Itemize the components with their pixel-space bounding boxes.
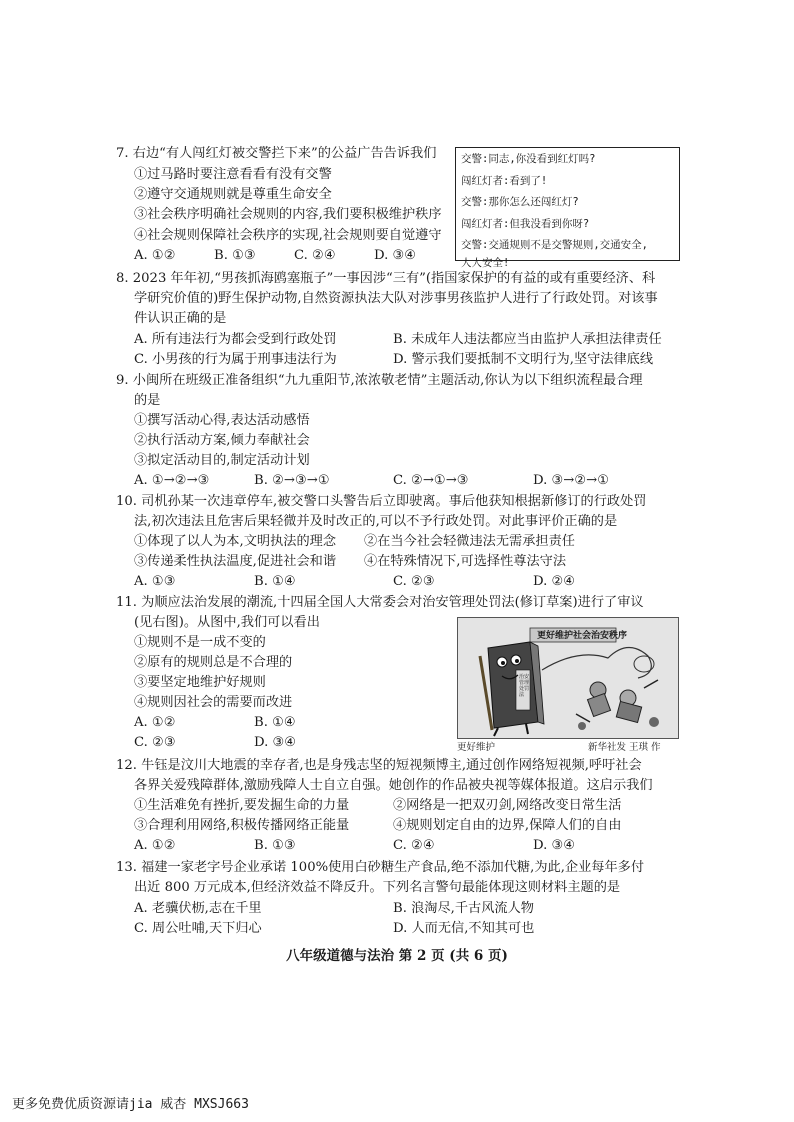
q8-option-c: C. 小男孩的行为属于刑事违法行为 [134,352,337,367]
q9-line-1: 9. 小闽所在班级正准备组织“九九重阳节,浓浓敬老情”主题活动,你认为以下组织流程最合理 [116,373,643,388]
q9-line-2: 的是 [134,393,161,408]
q10-statement-2: ②在当今社会轻微违法无需承担责任 [364,534,575,549]
q7-option-c: C. ②④ [294,248,336,263]
q9-statement-3: ③拟定活动目的,制定活动计划 [134,453,310,468]
q8-option-d: D. 警示我们要抵制不文明行为,坚守法律底线 [393,352,654,367]
q8-option-b: B. 未成年人违法都应当由监护人承担法律责任 [393,332,662,347]
q10-statement-4: ④在特殊情况下,可选择性尊法守法 [364,554,567,569]
q7-statement-2: ②遵守交通规则就是尊重生命安全 [134,187,332,202]
dialog-line-3: 交警:那你怎么还闯红灯? [461,196,579,208]
q8-line-3: 件认识正确的是 [134,311,227,326]
cartoon-caption-right: 新华社发 王琪 作 [588,742,661,753]
q12-option-a: A. ①② [134,838,176,853]
q7-option-b: B. ①③ [214,248,256,263]
q8-line-1: 8. 2023 年年初,“男孩抓海鸥塞瓶子”一事因涉“三有”(指国家保护的有益的或有重要经济、科 [116,271,656,286]
q10-statement-1: ①体现了以人为本,文明执法的理念 [134,534,337,549]
q12-option-c: C. ②④ [393,838,435,853]
q13-line-2: 出近 800 万元成本,但经济效益不降反升。下列名言警句最能体现这则材料主题的是 [134,880,621,895]
q7-stem: 7. 右边“有人闯红灯被交警拦下来”的公益广告告诉我们 [116,146,437,161]
q13-line-1: 13. 福建一家老字号企业承诺 100%使用白砂糖生产食品,绝不添加代糖,为此,企业每年多付 [116,860,645,875]
q11-statement-2: ②原有的规则总是不合理的 [134,655,293,670]
q9-option-c: C. ②→①→③ [393,473,469,488]
cartoon-book-label: 治安管理处罚法 [519,674,530,698]
cartoon-title: 更好维护社会治安秩序 [537,631,628,641]
dialog-line-5: 交警:交通规则不是交警规则,交通安全, [461,239,648,251]
q8-line-2: 学研究价值的)野生保护动物,自然资源执法大队对涉事男孩监护人进行了行政处罚。对该事 [134,291,658,306]
dialog-line-6: 人人安全! [461,256,510,269]
q12-statement-4: ④规则划定自由的边界,保障人们的自由 [393,818,622,833]
q11-statement-3: ③要坚定地维护好规则 [134,675,266,690]
q10-option-c: C. ②③ [393,574,435,589]
q12-option-b: B. ①③ [254,838,296,853]
q11-line-1: 11. 为顺应法治发展的潮流,十四届全国人大常委会对治安管理处罚法(修订草案)进行了审议 [116,595,644,610]
dialog-line-2: 闯红灯者:看到了! [461,174,548,187]
q9-statement-1: ①撰写活动心得,表达活动感悟 [134,413,310,428]
q7-statement-1: ①过马路时要注意看看有没有交警 [134,167,332,182]
q12-line-2: 各界关爱残障群体,激励残障人士自立自强。她创作的作品被央视等媒体报道。这启示我们 [134,778,653,793]
q11-statement-4: ④规则因社会的需要而改进 [134,695,293,710]
q10-option-a: A. ①③ [134,574,176,589]
q11-cartoon-image [457,617,679,739]
q9-statement-2: ②执行活动方案,倾力奉献社会 [134,433,310,448]
cartoon-caption-left: 更好维护 [457,742,496,753]
q12-statement-1: ①生活难免有挫折,要发掘生命的力量 [134,798,350,813]
q13-option-c: C. 周公吐哺,天下归心 [134,921,262,936]
q7-statement-3: ③社会秩序明确社会规则的内容,我们要积极维护秩序 [134,207,442,222]
q11-line-2: (见右图)。从图中,我们可以看出 [134,615,320,630]
q11-option-b: B. ①④ [254,715,296,730]
q7-dialog-box [455,147,680,269]
q9-option-a: A. ①→②→③ [134,473,210,488]
q8-option-a: A. 所有违法行为都会受到行政处罚 [134,332,337,347]
q7-option-a: A. ①② [134,248,176,263]
q9-option-b: B. ②→③→① [254,473,330,488]
q12-option-d: D. ③④ [533,838,576,853]
q13-option-b: B. 浪淘尽,千古风流人物 [393,901,534,916]
q10-option-b: B. ①④ [254,574,296,589]
q10-line-2: 法,初次违法且危害后果轻微并及时改正的,可以不予行政处罚。对此事评价正确的是 [134,514,618,529]
q12-statement-2: ②网络是一把双刃剑,网络改变日常生活 [393,798,622,813]
q7-option-d: D. ③④ [374,248,417,263]
q10-statement-3: ③传递柔性执法温度,促进社会和谐 [134,554,337,569]
q12-line-1: 12. 牛钰是汶川大地震的幸存者,也是身残志坚的短视频博主,通过创作网络短视频,呼吁社会 [116,758,642,773]
q9-option-d: D. ③→②→① [533,473,610,488]
dialog-line-1: 交警:同志,你没看到红灯吗? [461,153,596,165]
q11-option-d: D. ③④ [254,735,297,750]
q10-line-1: 10. 司机孙某一次违章停车,被交警口头警告后立即驶离。事后他获知根据新修订的行政处罚 [116,494,647,509]
page-footer: 八年级道德与法治 第 2 页 (共 6 页) [286,948,508,964]
q13-option-d: D. 人而无信,不知其可也 [393,921,535,936]
q7-statement-4: ④社会规则保障社会秩序的实现,社会规则要自觉遵守 [134,228,442,243]
dialog-line-4: 闯红灯者:但我没看到你呀? [461,217,590,230]
q12-statement-3: ③合理利用网络,积极传播网络正能量 [134,818,350,833]
q11-statement-1: ①规则不是一成不变的 [134,635,266,650]
q11-option-a: A. ①② [134,715,176,730]
q13-option-a: A. 老骥伏枥,志在千里 [134,901,262,916]
promo-text: 更多免费优质资源请jia 威杏 MXSJ663 [12,1097,249,1112]
q10-option-d: D. ②④ [533,574,576,589]
q11-option-c: C. ②③ [134,735,176,750]
